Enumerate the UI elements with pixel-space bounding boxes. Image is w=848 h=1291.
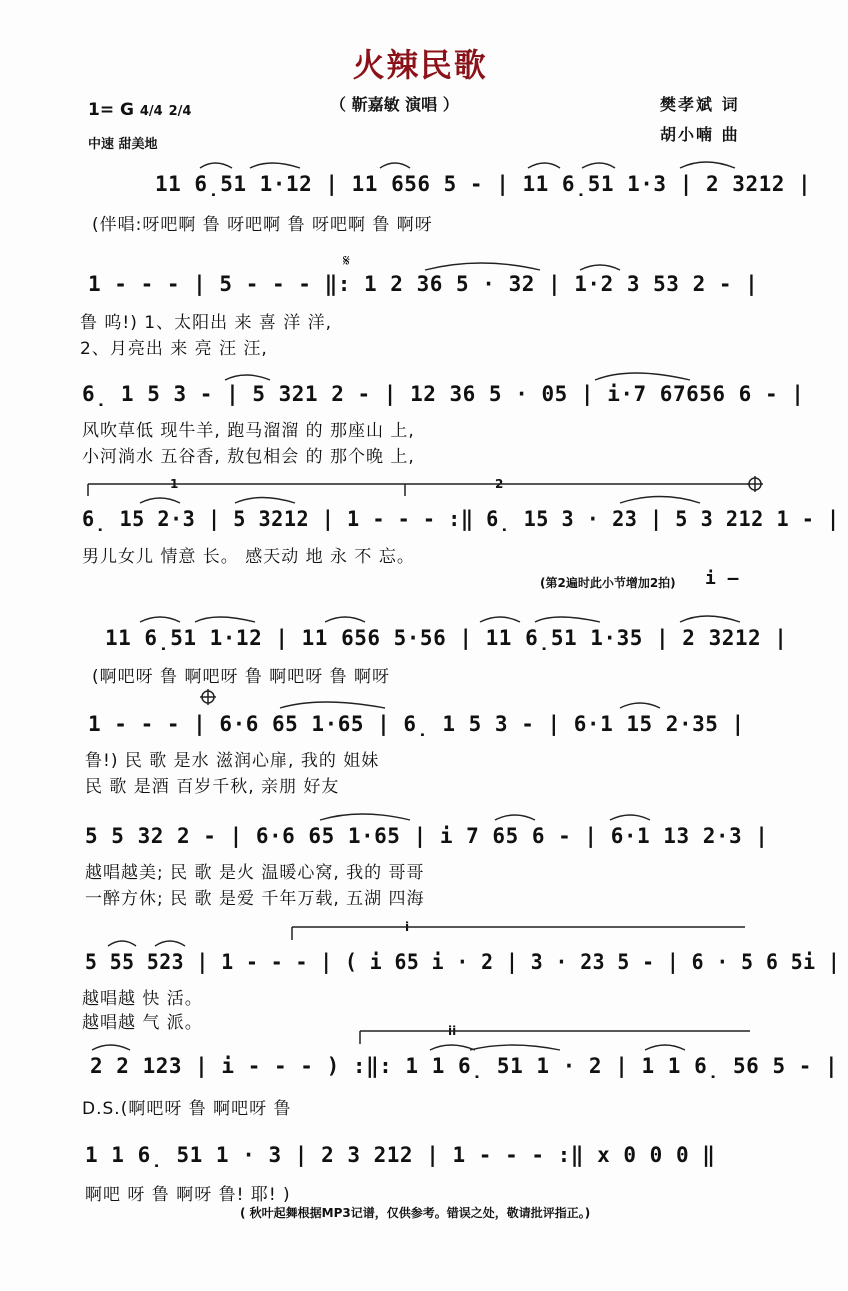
notation-row-5: 11 6̣51 1·12 | 11 656 5·56 | 11 6̣51 1·35 | 2 3212 | xyxy=(105,626,788,650)
performer: （ 靳嘉敏 演唱 ） xyxy=(330,95,459,114)
lyric-row-7a: 越唱越美; 民 歌 是火 温暖心窝, 我的 哥哥 xyxy=(85,863,425,883)
composer: 胡小喃 曲 xyxy=(660,125,740,144)
notation-row-3: 6̣ 1 5 3 - | 5 321 2 - | 12 36 5 · 05 | i·7 67656 6 - | xyxy=(82,382,805,406)
page-title: 火辣民歌 xyxy=(352,46,488,84)
lyric-row-2b: 2、月亮出 来 亮 汪 汪, xyxy=(80,339,268,359)
lyric-row-8b: 越唱越 气 派。 xyxy=(82,1013,203,1033)
lyric-row-1: (伴唱:呀吧啊 鲁 呀吧啊 鲁 呀吧啊 鲁 啊呀 xyxy=(92,215,433,235)
lyric-row-3b: 小河淌水 五谷香, 敖包相会 的 那个晚 上, xyxy=(82,447,415,467)
second-pass-extra: i – xyxy=(705,568,740,589)
lyric-row-6a: 鲁!) 民 歌 是水 滋润心扉, 我的 姐妹 xyxy=(85,751,380,771)
lyric-row-2a: 鲁 呜!) 1、太阳出 来 喜 洋 洋, xyxy=(80,313,333,333)
lyric-row-10: 啊吧 呀 鲁 啊呀 鲁! 耶! ) xyxy=(85,1185,291,1205)
tempo-marking: 中速 甜美地 xyxy=(88,137,158,152)
notation-row-8: 5 55 523 | 1 - - - | ( i 65 i · 2 | 3 · 23 5 - | 6 · 5 6 5i | xyxy=(85,950,841,974)
key: 1= G xyxy=(88,100,134,120)
lyric-row-9: D.S.(啊吧呀 鲁 啊吧呀 鲁 xyxy=(82,1099,292,1119)
notation-row-7: 5 5 32 2 - | 6·6 65 1·65 | i 7 65 6 - | 6·1 13 2·3 | xyxy=(85,824,769,848)
notation-row-6: 1 - - - | 6·6 65 1·65 | 6̣ 1 5 3 - | 6·1 15 2·35 | xyxy=(88,712,745,736)
time-signature-a: 4/4 xyxy=(139,104,163,119)
second-pass-note: (第2遍时此小节增加2拍) xyxy=(540,576,676,590)
notation-row-2: 1 - - - | 5 - - - ‖: 1 2 36 5 · 32 | 1·2 3 53 2 - | xyxy=(88,272,759,296)
notation-row-9: 2 2 123 | i - - - ) :‖: 1 1 6̣ 51 1 · 2 | 1 1 6̣ 56 5 - | xyxy=(90,1054,839,1078)
volta-1-label: 1 xyxy=(170,477,179,491)
lyric-row-7b: 一醉方休; 民 歌 是爱 千年万载, 五湖 四海 xyxy=(85,889,425,909)
footer-note: ( 秋叶起舞根据MP3记谱，仅供参考。错误之处，敬请批评指正。) xyxy=(240,1206,591,1220)
segno-icon: 𝄋 xyxy=(343,251,350,270)
lyric-row-8a: 越唱越 快 活。 xyxy=(82,989,203,1009)
notation-row-1: 11 6̣51 1·12 | 11 656 5 - | 11 6̣51 1·3 | 2 3212 | xyxy=(155,172,812,196)
notation-row-4: 6̣ 15 2·3 | 5 3212 | 1 - - - :‖ 6̣ 15 3 · 23 | 5 3 212 1 - | xyxy=(82,507,840,531)
notation-row-10: 1 1 6̣ 51 1 · 3 | 2 3 212 | 1 - - - :‖ x 0 0 0 ‖ xyxy=(85,1143,716,1167)
lyric-row-3a: 风吹草低 现牛羊, 跑马溜溜 的 那座山 上, xyxy=(82,421,415,441)
lyricist: 樊孝斌 词 xyxy=(660,95,740,114)
volta-ii-label: ii xyxy=(448,1024,457,1038)
volta-i-label: i xyxy=(405,920,410,934)
lyric-row-6b: 民 歌 是酒 百岁千秋, 亲朋 好友 xyxy=(85,777,340,797)
volta-2-label: 2 xyxy=(495,477,504,491)
lyric-row-5: (啊吧呀 鲁 啊吧呀 鲁 啊吧呀 鲁 啊呀 xyxy=(92,667,391,687)
time-signature-b: 2/4 xyxy=(168,104,192,119)
lyric-row-4: 男儿女儿 情意 长。 感天动 地 永 不 忘。 xyxy=(82,547,415,567)
